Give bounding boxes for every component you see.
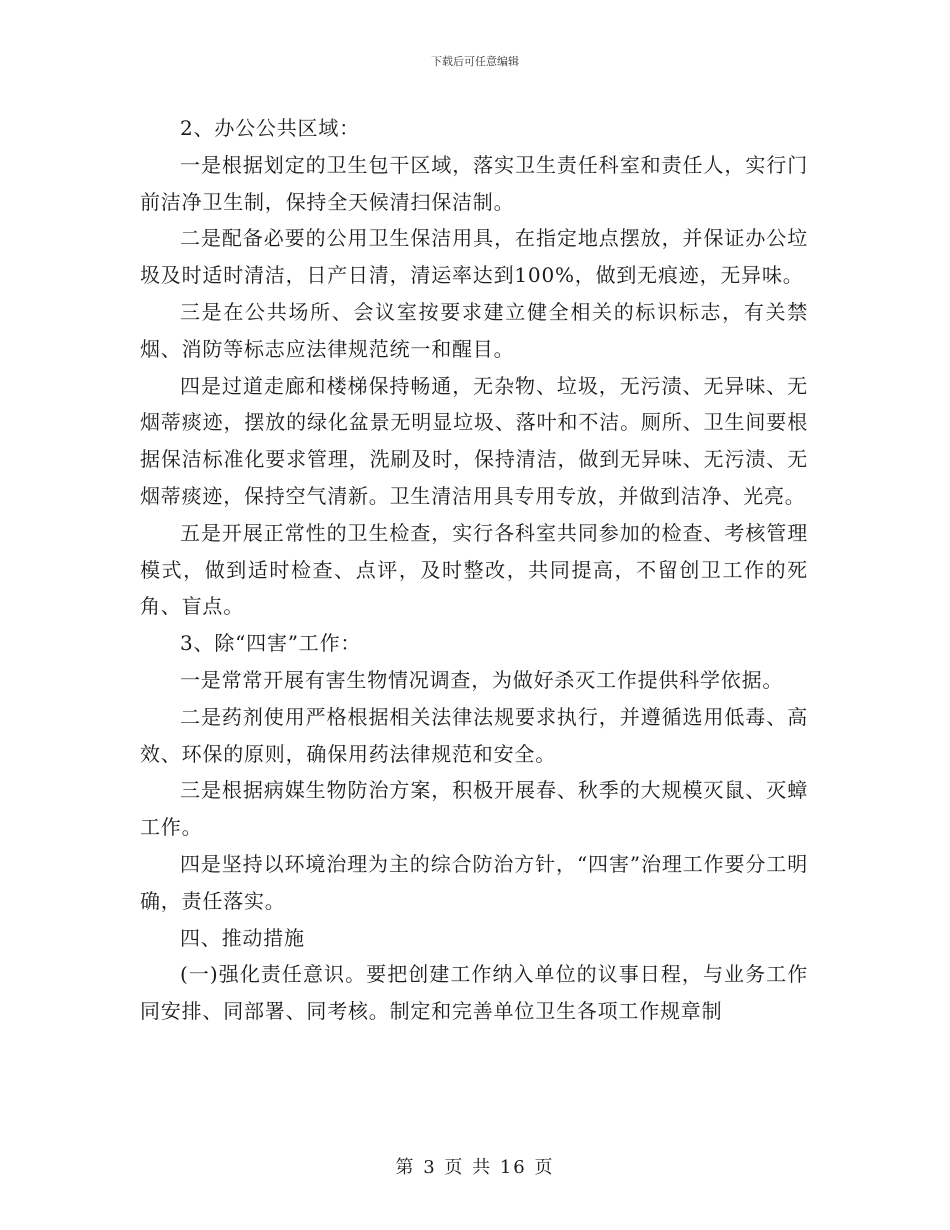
paragraph-pest-item-two: 二是药剂使用严格根据相关法律法规要求执行，并遵循选用低毒、高效、环保的原则，确保用药法律规范和安全。 [140, 704, 808, 766]
page-header: 下载后可任意编辑 [431, 55, 519, 68]
paragraph-item-five: 五是开展正常性的卫生检查，实行各科室共同参加的检查、考核管理模式，做到适时检查、点评，及时整改，共同提高，不留创卫工作的死角、盲点。 [140, 520, 808, 619]
paragraph-pest-item-one: 一是常常开展有害生物情况调查，为做好杀灭工作提供科学依据。 [180, 667, 784, 692]
paragraph-item-one: 一是根据划定的卫生包干区域，落实卫生责任科室和责任人，实行门前洁净卫生制，保持全天候清扫保洁制。 [140, 152, 808, 214]
page-number-footer: 第 3 页 共 16 页 [395, 1157, 555, 1178]
paragraph-measures-heading: 四、推动措施 [180, 925, 305, 950]
paragraph-pest-item-three: 三是根据病媒生物防治方案，积极开展春、秋季的大规模灭鼠、灭蟑工作。 [140, 778, 808, 840]
paragraph-item-two: 二是配备必要的公用卫生保洁用具，在指定地点摆放，并保证办公垃圾及时适时清洁，日产日清，清运率达到100%，做到无痕迹，无异味。 [140, 226, 808, 288]
paragraph-pest-item-four: 四是坚持以环境治理为主的综合防治方针，“四害”治理工作要分工明确，责任落实。 [140, 851, 808, 913]
paragraph-measure-one: (一)强化责任意识。要把创建工作纳入单位的议事日程，与业务工作同安排、同部署、同考核。制定和完善单位卫生各项工作规章制 [140, 962, 808, 1024]
paragraph-item-four: 四是过道走廊和楼梯保持畅通，无杂物、垃圾，无污渍、无异味、无烟蒂痰迹，摆放的绿化盆景无明显垃圾、落叶和不洁。厕所、卫生间要根据保洁标准化要求管理，洗刷及时，保持清洁，做到无异味、无污渍、无烟蒂痰迹，保持空气清新。卫生清洁用具专用专放，并做到洁净、光亮。 [140, 373, 808, 508]
paragraph-office-public-area-heading: 2、办公公共区域： [180, 116, 360, 140]
document-body [140, 110, 808, 1030]
paragraph-pest-control-heading: 3、除“四害”工作： [180, 631, 362, 656]
paragraph-item-three: 三是在公共场所、会议室按要求建立健全相关的标识标志，有关禁烟、消防等标志应法律规范统一和醒目。 [140, 299, 808, 361]
